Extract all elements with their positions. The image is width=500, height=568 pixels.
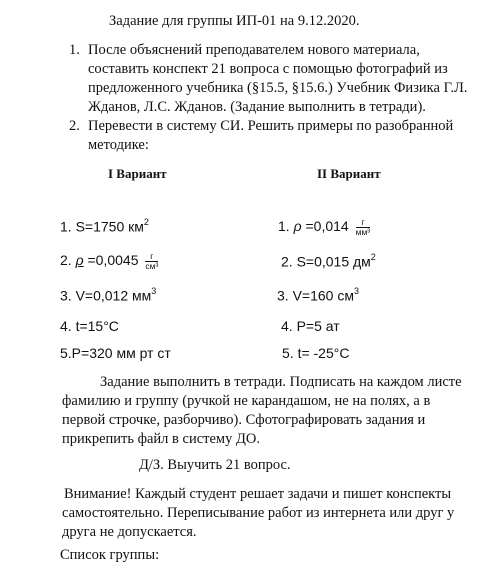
exercise-v2-3 [277, 287, 359, 304]
exercise-v1-2 [60, 252, 158, 271]
group-list-label: Список группы: [60, 547, 160, 563]
exercise-text: 2. S=0,015 дм [281, 253, 371, 270]
task-number: 2. [69, 118, 80, 134]
fraction-denominator: мм³ [355, 227, 371, 237]
exercise-v1-1 [60, 218, 149, 235]
exercise-text: 3. V=160 см [277, 287, 354, 304]
exercise-v2-1 [278, 218, 370, 237]
exercise-superscript: 3 [353, 286, 359, 296]
exercise-v1-5: 5.P=320 мм рт ст [60, 345, 171, 361]
exercise-v1-4: 4. t=15°C [60, 318, 119, 334]
homework-line: Д/З. Выучить 21 вопрос. [139, 457, 291, 473]
exercise-text: 2. [60, 252, 76, 269]
unit-fraction [356, 218, 371, 237]
exercise-v1-3 [60, 287, 156, 304]
rho-symbol: ρ [75, 252, 84, 269]
task-text: Перевести в систему СИ. Решить примеры по разобранной методике: [88, 118, 454, 153]
instructions-paragraph: Задание выполнить в тетради. Подписать на каждом листе фамилию и группу (ручкой не карандашом, не на полях, а в первой строчке, разборчиво). Сфотографировать задания и прикрепить файл в систему ДО. [62, 374, 462, 447]
variant-2-heading: II Вариант [317, 166, 381, 181]
exercise-v2-4: 4. P=5 ат [281, 318, 340, 334]
task-item-2 [69, 117, 489, 157]
fraction-numerator: г [145, 252, 158, 262]
exercise-value: =0,014 [301, 218, 353, 235]
task-item-1 [69, 41, 489, 121]
exercise-text: 1. [278, 218, 294, 235]
exercise-text: 1. S=1750 км [60, 218, 144, 235]
exercise-value: =0,0045 [83, 252, 143, 269]
variant-1-heading: I Вариант [108, 166, 167, 181]
exercise-superscript: 3 [151, 286, 157, 296]
exercise-v2-2 [281, 253, 376, 270]
exercise-text: 3. V=0,012 мм [60, 287, 152, 304]
assignment-title: Задание для группы ИП-01 на 9.12.2020. [109, 13, 360, 29]
exercise-superscript: 2 [370, 252, 376, 262]
task-number: 1. [69, 42, 80, 58]
rho-symbol: ρ [293, 218, 302, 235]
warning-paragraph: Внимание! Каждый студент решает задачи и пишет конспекты самостоятельно. Переписывание работ из интернета или друг у друга не допускается. [62, 486, 455, 540]
fraction-numerator: г [356, 218, 371, 228]
fraction-denominator: см³ [145, 261, 159, 271]
exercise-v2-5: 5. t= -25°C [282, 345, 350, 361]
task-text: После объяснений преподавателем нового материала, составить конспект 21 вопроса с помощью фотографий из предложенного учебника (§15.5, §15.6.) Учебник Физика Г.Л. Жданов, Л.С. Жданов. (Задание выполнить в тетради). [88, 42, 468, 115]
exercise-superscript: 2 [143, 217, 149, 227]
unit-fraction [145, 252, 158, 271]
